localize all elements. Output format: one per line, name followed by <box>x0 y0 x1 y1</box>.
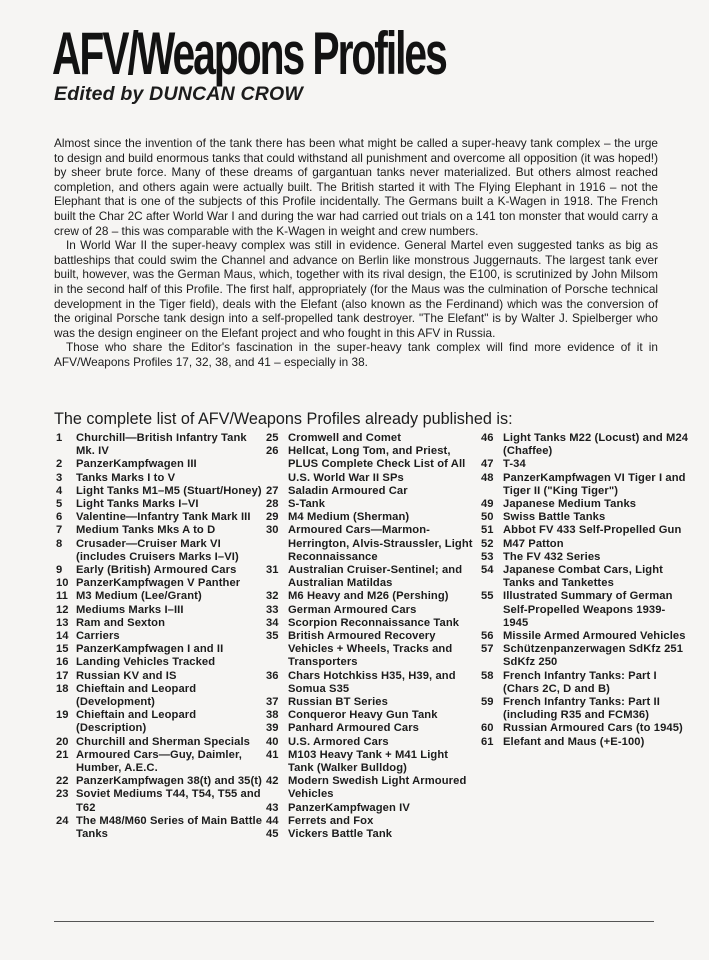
profile-number: 29 <box>266 511 279 524</box>
profile-title: Ferrets and Fox <box>288 814 374 827</box>
profile-number: 52 <box>481 537 494 550</box>
profile-number: 59 <box>481 696 494 709</box>
profile-list-item <box>56 749 266 775</box>
profile-number: 50 <box>481 511 494 524</box>
profile-title: Hellcat, Long Tom, and Priest, PLUS Complete Check List of All U.S. World War II SPs <box>288 445 466 484</box>
profile-title: T-34 <box>503 458 526 471</box>
profile-title: Russian BT Series <box>288 696 388 709</box>
profile-title: PanzerKampfwagen III <box>76 458 197 471</box>
profile-number: 24 <box>56 814 69 827</box>
profile-number: 19 <box>56 709 69 722</box>
profile-title: Modern Swedish Light Armoured Vehicles <box>288 775 467 801</box>
profile-list-item <box>481 696 689 722</box>
profile-list-item <box>266 524 474 564</box>
profile-title: Australian Cruiser-Sentinel; and Australian Matildas <box>288 564 463 590</box>
profile-list-item <box>56 538 266 564</box>
profile-list-item <box>56 577 266 590</box>
profile-number: 35 <box>266 630 279 643</box>
profile-list-item <box>266 736 474 749</box>
profile-title: Armoured Cars—Guy, Daimler, Humber, A.E.C. <box>76 748 243 775</box>
profile-title: Cromwell and Comet <box>288 432 402 444</box>
profile-number: 46 <box>481 432 494 444</box>
profile-title: Swiss Battle Tanks <box>503 511 606 524</box>
profile-title: Landing Vehicles Tracked <box>76 656 216 669</box>
profile-list-item <box>266 498 474 511</box>
profile-number: 38 <box>266 709 279 722</box>
profile-title: Early (British) Armoured Cars <box>76 564 237 577</box>
profile-list-item <box>481 736 689 749</box>
profile-number: 9 <box>56 564 63 577</box>
profile-list-item <box>56 709 266 735</box>
profile-list-item <box>481 458 689 471</box>
profile-title: Ram and Sexton <box>76 616 166 629</box>
intro-paragraph: In World War II the super-heavy complex was still in evidence. General Martel even suggested tanks as big as battleships that could swim the Channel and advance on Berlin like monstrous Juggernauts. The largest tank ever built, however, was the German Maus, which, together with its rival design, the E100, is scrutinized by John Milsom in the second half of this Profile. The first half, appropriately (for the Maus was the culmination of Porsche technical development in the Tiger field), deals with the Elefant (also known as the Ferdinand) which was the conversion of the original Porsche tank design into a self-propelled tank destroyer. "The Elefant" is by Walter J. Spielberger who was the design engineer on the Elefant project and who fought in this AFV in Russia. <box>54 238 658 340</box>
profile-number: 37 <box>266 696 279 709</box>
profile-title: M47 Patton <box>503 537 564 550</box>
profile-list-item <box>56 511 266 524</box>
profile-list-item <box>266 696 474 709</box>
profile-title: PanzerKampfwagen VI Tiger I and Tiger II ("King Tiger") <box>503 471 686 497</box>
profile-title: German Armoured Cars <box>288 603 417 616</box>
profile-number: 41 <box>266 748 279 761</box>
profile-list-item <box>56 656 266 669</box>
profile-number: 58 <box>481 669 494 682</box>
profile-number: 40 <box>266 735 279 748</box>
profile-number: 31 <box>266 564 279 577</box>
profile-list-item <box>56 524 266 537</box>
profile-number: 54 <box>481 564 494 577</box>
profile-number: 8 <box>56 537 63 550</box>
profile-number: 12 <box>56 603 69 616</box>
profile-title: Illustrated Summary of German Self-Propelled Weapons 1939-1945 <box>503 590 673 629</box>
profile-list-item <box>481 722 689 735</box>
profile-list-item <box>56 775 266 788</box>
profile-list-item <box>266 709 474 722</box>
profile-title: Japanese Combat Cars, Light Tanks and Tankettes <box>503 564 663 590</box>
profile-title: French Infantry Tanks: Part I (Chars 2C, D and B) <box>503 669 657 695</box>
profile-list-item <box>56 485 266 498</box>
profile-list-item <box>56 590 266 603</box>
page-title: AFV/Weapons Profiles <box>52 20 446 87</box>
profile-number: 22 <box>56 775 69 788</box>
profile-number: 33 <box>266 603 279 616</box>
profile-title: Medium Tanks Mks A to D <box>76 524 216 537</box>
profile-number: 42 <box>266 775 279 788</box>
profile-number: 30 <box>266 524 279 537</box>
profile-number: 34 <box>266 616 279 629</box>
profile-list-item <box>266 828 474 841</box>
profile-number: 45 <box>266 828 279 841</box>
profile-list-item <box>481 432 689 458</box>
profile-list-item <box>56 815 266 841</box>
profile-number: 18 <box>56 682 69 695</box>
profile-list-column-2 <box>266 432 474 841</box>
profile-list-item <box>266 604 474 617</box>
profile-list-item <box>481 564 689 590</box>
profile-list-item <box>56 498 266 511</box>
profile-list-item <box>56 683 266 709</box>
profile-title: Valentine—Infantry Tank Mark III <box>76 511 251 524</box>
profile-list-column-1 <box>56 432 266 841</box>
profile-number: 47 <box>481 458 494 471</box>
profile-number: 1 <box>56 432 63 444</box>
profile-title: Armoured Cars—Marmon-Herrington, Alvis-Straussler, Light Reconnaissance <box>288 524 473 563</box>
profile-title: PanzerKampfwagen IV <box>288 801 410 814</box>
profile-list-item <box>266 617 474 630</box>
profile-list-item <box>56 736 266 749</box>
profile-list-item <box>481 630 689 643</box>
profile-list-item <box>266 485 474 498</box>
profile-list-item <box>266 432 474 445</box>
profile-list-item <box>481 524 689 537</box>
profile-number: 36 <box>266 669 279 682</box>
profile-title: Churchill and Sherman Specials <box>76 735 250 748</box>
profile-list-item <box>56 617 266 630</box>
profile-title: Russian Armoured Cars (to 1945) <box>503 722 683 735</box>
profile-title: Russian KV and IS <box>76 669 177 682</box>
profile-title: Scorpion Reconnaissance Tank <box>288 616 460 629</box>
profile-number: 21 <box>56 748 69 761</box>
profile-list-item <box>56 432 266 458</box>
profile-list-item <box>266 749 474 775</box>
profile-title: Vickers Battle Tank <box>288 828 393 841</box>
profile-number: 39 <box>266 722 279 735</box>
profile-title: U.S. Armored Cars <box>288 735 389 748</box>
intro-paragraph: Almost since the invention of the tank there has been what might be called a super-heavy tank complex – the urge to design and build enormous tanks that could withstand all punishment and overcome all opposition (it was hoped!) by sheer brute force. Many of these dreams of gargantuan tanks never materialized. But others almost reached completion, and others again were actually built. The British started it with The Flying Elephant in 1916 – not the Elephant that is one of the subjects of this Profile incidentally. The Germans built a K-Wagen in 1918. The French built the Char 2C after World War I and during the war had carried out trials on a 141 ton monster that would carry a crew of 28 – this was comparable with the K-Wagen in weight and crew numbers. <box>54 136 658 238</box>
profile-title: Elefant and Maus (+E-100) <box>503 735 645 748</box>
list-heading: The complete list of AFV/Weapons Profiles already published is: <box>54 410 513 428</box>
profile-list-item <box>56 604 266 617</box>
profile-list-item <box>481 538 689 551</box>
profile-list-item <box>266 802 474 815</box>
profile-list-item <box>266 445 474 485</box>
profile-list-item <box>266 815 474 828</box>
profile-title: Chieftain and Leopard (Development) <box>76 682 197 709</box>
profile-number: 43 <box>266 801 279 814</box>
profile-title: Light Tanks M22 (Locust) and M24 (Chaffee) <box>503 432 689 458</box>
profile-title: The M48/M60 Series of Main Battle Tanks <box>76 814 263 841</box>
profile-list-item <box>56 630 266 643</box>
profile-list-item <box>266 630 474 670</box>
editor-credit: Edited by DUNCAN CROW <box>54 83 304 105</box>
profile-title: The FV 432 Series <box>503 550 601 563</box>
profile-list-item <box>481 670 689 696</box>
profile-title: Abbot FV 433 Self-Propelled Gun <box>503 524 682 537</box>
profile-list-item <box>266 511 474 524</box>
profile-list-item <box>481 590 689 630</box>
profile-title: Conqueror Heavy Gun Tank <box>288 709 438 722</box>
profile-number: 4 <box>56 484 63 497</box>
profile-title: Light Tanks M1–M5 (Stuart/Honey) <box>76 484 262 497</box>
profile-number: 28 <box>266 498 279 511</box>
profile-number: 14 <box>56 630 69 643</box>
profile-list-item <box>56 670 266 683</box>
profile-title: M103 Heavy Tank + M41 Light Tank (Walker Bulldog) <box>288 748 449 775</box>
profile-title: French Infantry Tanks: Part II (including R35 and FCM36) <box>503 696 660 722</box>
profile-list-item <box>56 458 266 471</box>
profile-title: Tanks Marks I to V <box>76 471 176 484</box>
profile-list-item <box>56 643 266 656</box>
profile-number: 26 <box>266 445 279 458</box>
profile-number: 25 <box>266 432 279 444</box>
profile-number: 2 <box>56 458 63 471</box>
profile-number: 27 <box>266 484 279 497</box>
profile-number: 6 <box>56 511 63 524</box>
profile-title: Panhard Armoured Cars <box>288 722 419 735</box>
profile-number: 16 <box>56 656 69 669</box>
profile-number: 10 <box>56 577 69 590</box>
profile-list-item <box>266 775 474 801</box>
profile-list-item <box>56 472 266 485</box>
profile-number: 55 <box>481 590 494 603</box>
profile-title: Mediums Marks I–III <box>76 603 184 616</box>
profile-title: Chars Hotchkiss H35, H39, and Somua S35 <box>288 669 456 695</box>
profile-number: 3 <box>56 471 63 484</box>
profile-title: Light Tanks Marks I–VI <box>76 498 199 511</box>
profile-title: PanzerKampfwagen I and II <box>76 643 224 656</box>
profile-number: 20 <box>56 735 69 748</box>
profile-list-item <box>56 564 266 577</box>
profile-number: 5 <box>56 498 63 511</box>
profile-title: Churchill—British Infantry Tank Mk. IV <box>76 432 247 458</box>
intro-text <box>54 136 658 370</box>
profile-list-item <box>481 472 689 498</box>
profile-number: 53 <box>481 550 494 563</box>
profile-title: Crusader—Cruiser Mark VI (includes Cruisers Marks I–VI) <box>76 537 239 563</box>
profile-number: 23 <box>56 788 69 801</box>
profile-list-item <box>481 498 689 511</box>
profile-list-item <box>481 511 689 524</box>
profile-list-column-3 <box>481 432 689 749</box>
profile-title: Missile Armed Armoured Vehicles <box>503 630 686 643</box>
profile-title: Saladin Armoured Car <box>288 484 408 497</box>
profile-list-item <box>481 643 689 669</box>
profile-title: S-Tank <box>288 498 326 511</box>
profile-number: 48 <box>481 471 494 484</box>
profile-title: Chieftain and Leopard (Description) <box>76 709 197 735</box>
profile-list-item <box>266 722 474 735</box>
profile-title: M6 Heavy and M26 (Pershing) <box>288 590 449 603</box>
profile-number: 17 <box>56 669 69 682</box>
profile-number: 51 <box>481 524 494 537</box>
profile-title: British Armoured Recovery Vehicles + Wheels, Tracks and Transporters <box>288 630 453 669</box>
bottom-divider <box>54 921 654 922</box>
profile-number: 11 <box>56 590 68 603</box>
profile-title: PanzerKampfwagen V Panther <box>76 577 241 590</box>
profile-number: 44 <box>266 814 279 827</box>
profile-list-item <box>481 551 689 564</box>
profile-title: Soviet Mediums T44, T54, T55 and T62 <box>76 788 261 814</box>
profile-number: 7 <box>56 524 63 537</box>
profile-list-item <box>56 788 266 814</box>
profile-number: 49 <box>481 498 494 511</box>
profile-title: Carriers <box>76 630 120 643</box>
profile-title: PanzerKampfwagen 38(t) and 35(t) <box>76 775 262 788</box>
intro-paragraph: Those who share the Editor's fascination in the super-heavy tank complex will find more evidence of it in AFV/Weapons Profiles 17, 32, 38, and 41 – especially in 38. <box>54 340 658 369</box>
profile-title: M4 Medium (Sherman) <box>288 511 410 524</box>
profile-number: 15 <box>56 643 69 656</box>
profile-list-item <box>266 564 474 590</box>
profile-title: Japanese Medium Tanks <box>503 498 637 511</box>
profile-title: M3 Medium (Lee/Grant) <box>76 590 202 603</box>
profile-number: 60 <box>481 722 494 735</box>
profile-list-item <box>266 670 474 696</box>
profile-list-item <box>266 590 474 603</box>
profile-number: 32 <box>266 590 279 603</box>
profile-title: Schützenpanzerwagen SdKfz 251 SdKfz 250 <box>503 643 684 669</box>
profile-number: 61 <box>481 735 494 748</box>
profile-number: 56 <box>481 630 494 643</box>
profile-number: 13 <box>56 616 69 629</box>
profile-number: 57 <box>481 643 494 656</box>
